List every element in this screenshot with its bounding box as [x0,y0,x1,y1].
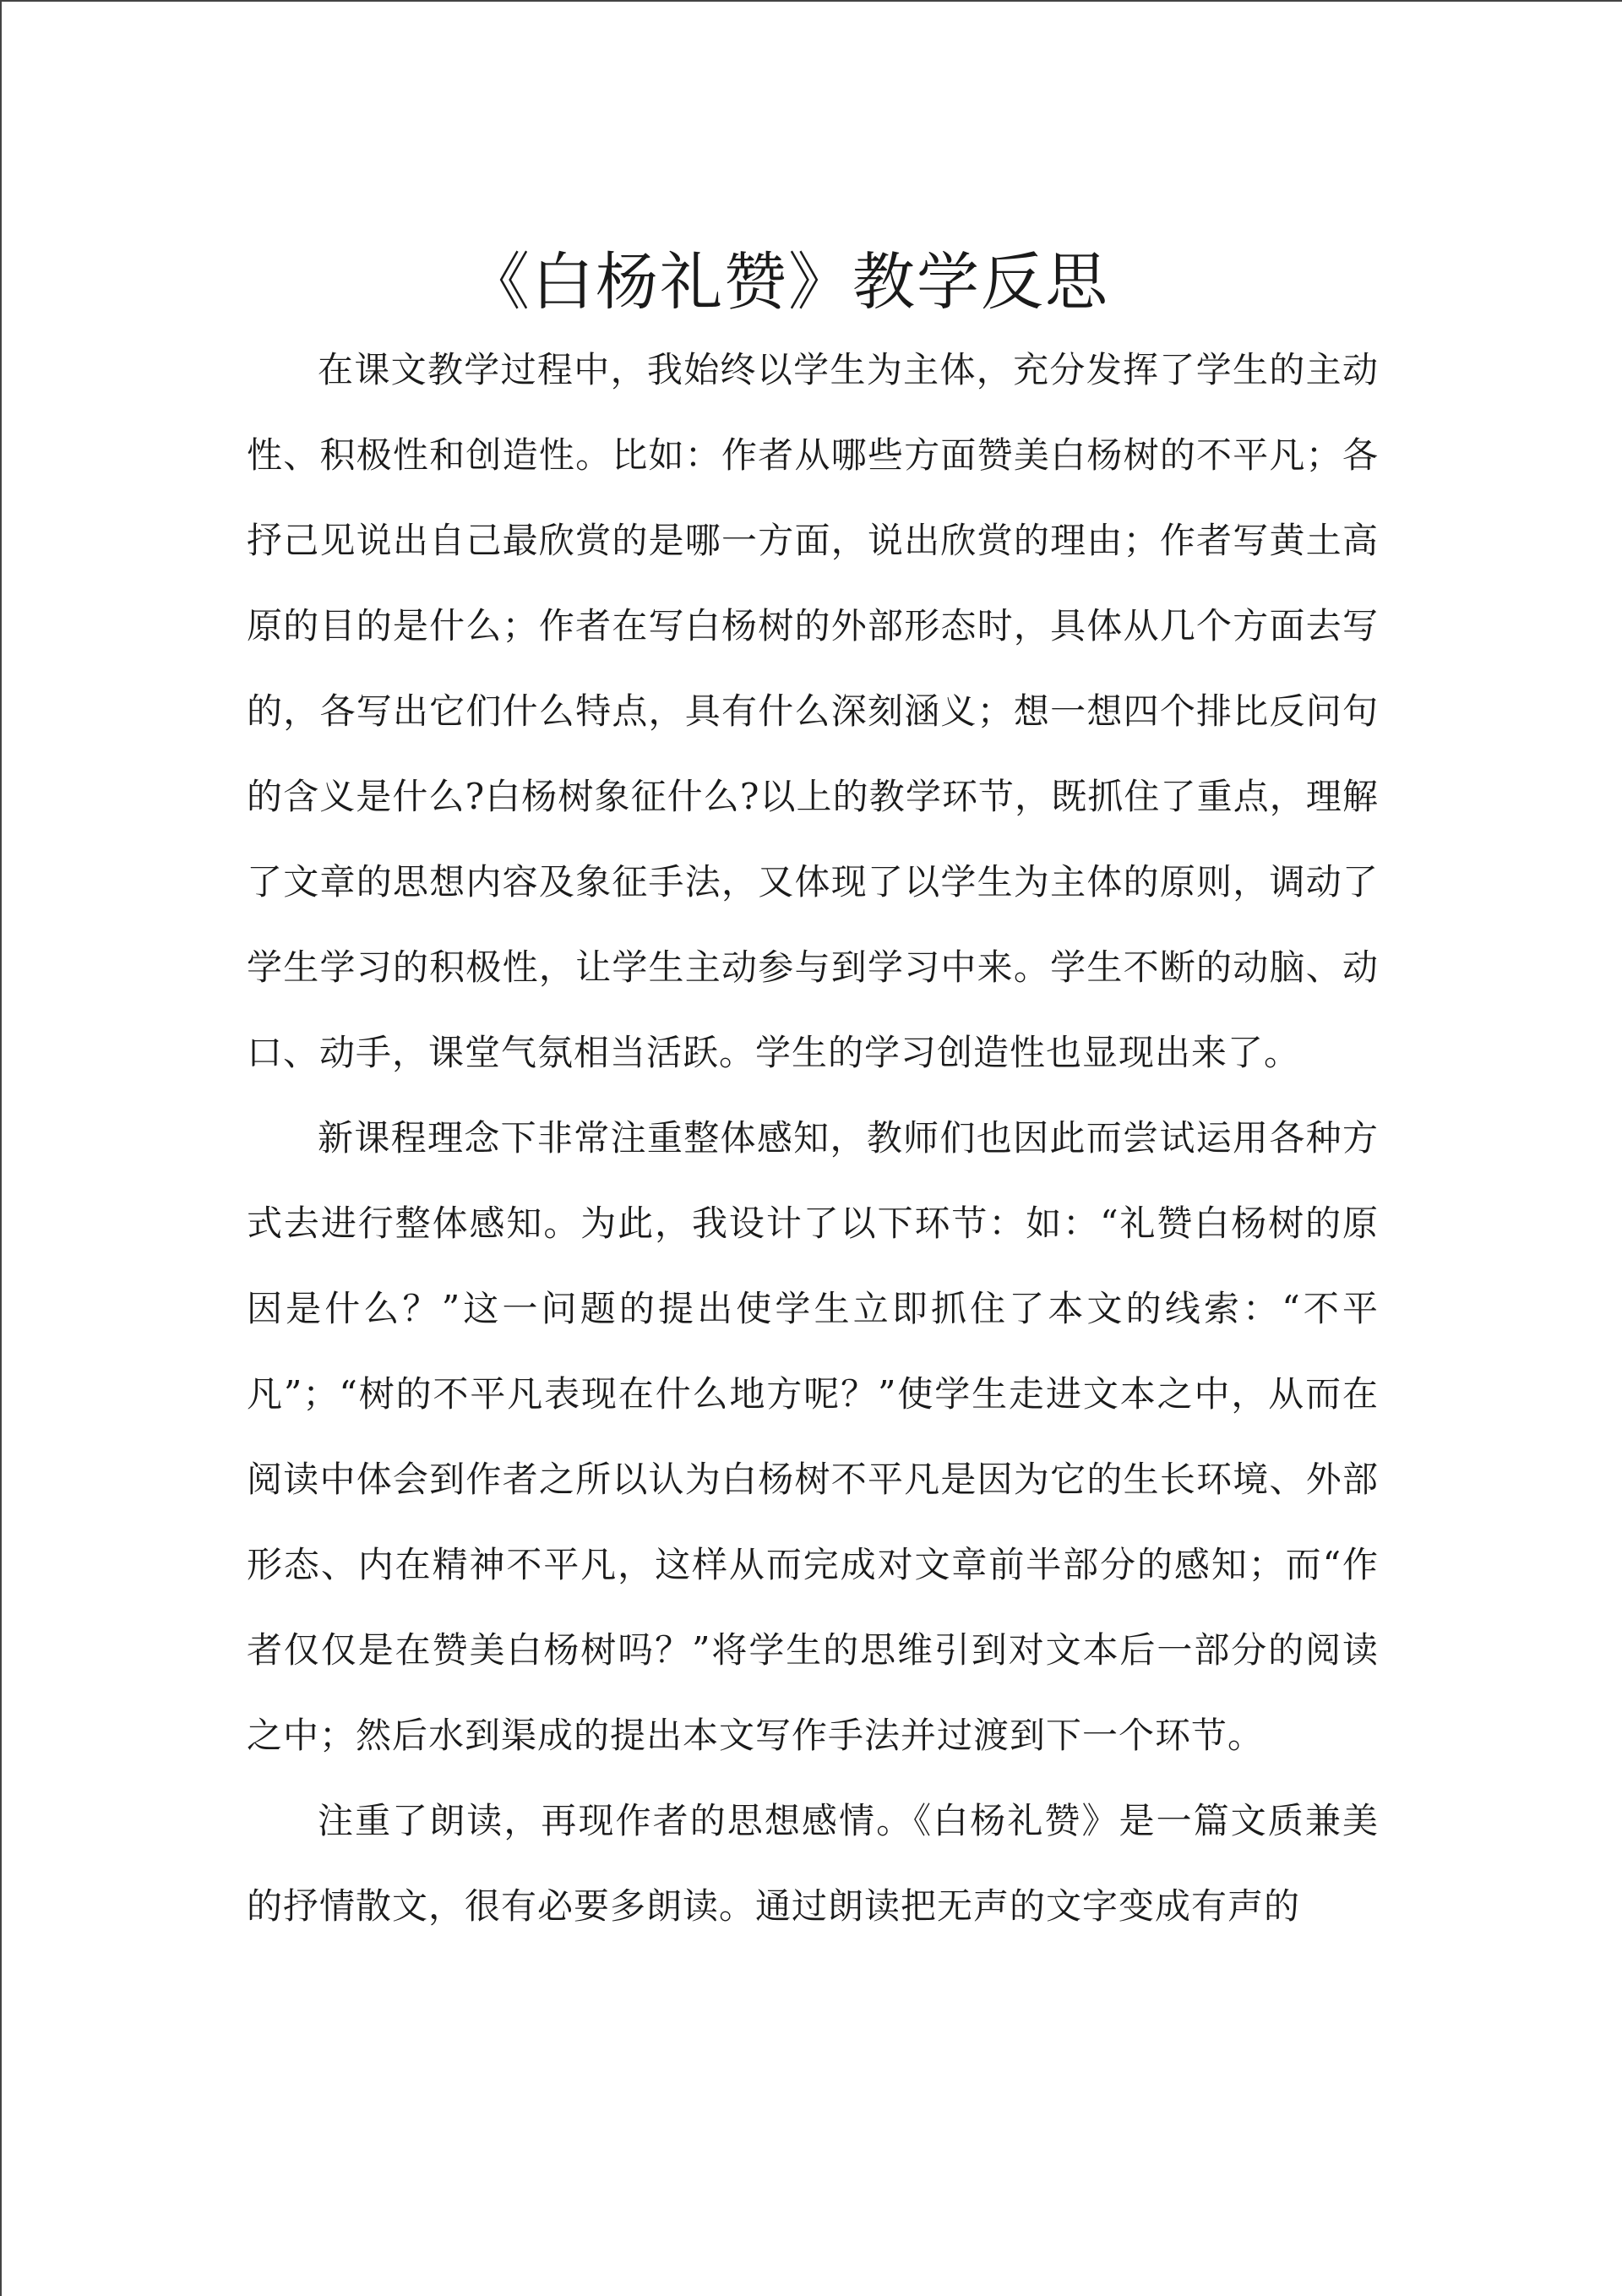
document-body [247,327,1379,1949]
paragraph-3: 注重了朗读，再现作者的思想感情。《白杨礼赞》是一篇文质兼美的抒情散文，很有必要多朗读。通过朗读把无声的文字变成有声的 [247,1800,1379,1927]
paragraph-1: 在课文教学过程中，我始终以学生为主体，充分发挥了学生的主动性、积极性和创造性。比如：作者从哪些方面赞美白杨树的不平凡；各抒己见说出自己最欣赏的是哪一方面，说出欣赏的理由；作者写黄土高原的目的是什么；作者在写白杨树的外部形态时，具体从几个方面去写的，各写出它们什么特点，具有什么深刻涵义；想一想四个排比反问句的含义是什么?白杨树象征什么?以上的教学环节，既抓住了重点，理解了文章的思想内容及象征手法，又体现了以学生为主体的原则，调动了学生学习的积极性，让学生主动参与到学习中来。学生不断的动脑、动口、动手，课堂气氛相当活跃。学生的学习创造性也显现出来了。 [247,349,1379,1073]
paragraph-2: 新课程理念下非常注重整体感知，教师们也因此而尝试运用各种方式去进行整体感知。为此，我设计了以下环节：如：“礼赞白杨树的原因是什么？”这一问题的提出使学生立即抓住了本文的线索：“不平凡”；“树的不平凡表现在什么地方呢？”使学生走进文本之中，从而在阅读中体会到作者之所以认为白杨树不平凡是因为它的生长环境、外部形态、内在精神不平凡，这样从而完成对文章前半部分的感知；而“作者仅仅是在赞美白杨树吗？”将学生的思维引到对文本后一部分的阅读之中；然后水到渠成的提出本文写作手法并过渡到下一个环节。 [247,1117,1379,1756]
document-title: 《白杨礼赞》教学反思 [467,246,1109,319]
